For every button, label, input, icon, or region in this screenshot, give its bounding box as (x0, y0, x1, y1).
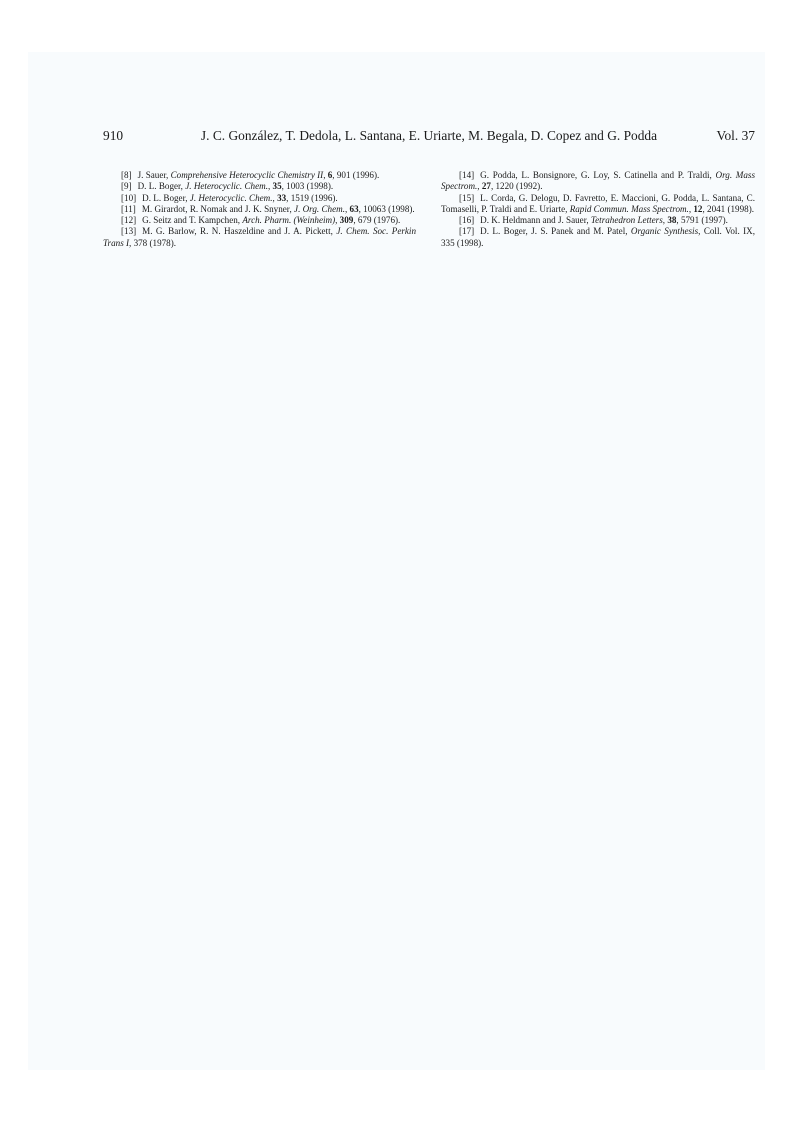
reference-text: , 1003 (1998). (281, 181, 334, 192)
reference-number: [16] (459, 215, 475, 226)
reference-text: , 1220 (1992). (490, 181, 543, 192)
reference-title: J. Heterocyclic. Chem. (189, 192, 273, 203)
reference-text: L. Corda, G. Delogu, D. Favretto, E. Maccioni, G. Podda, L. Santana, C. Tomaselli, P. Traldi and E. Uriarte, (441, 192, 755, 214)
reference-number: [11] (121, 203, 136, 214)
running-head-authors: J. C. González, T. Dedola, L. Santana, E. Uriarte, M. Begala, D. Copez and G. Podda (200, 128, 658, 143)
reference-number: [8] (121, 170, 132, 180)
reference-entry (441, 170, 755, 193)
reference-title: Rapid Commun. Mass Spectrom. (569, 203, 689, 214)
reference-number: [17] (459, 226, 475, 237)
reference-text: , (272, 192, 278, 203)
reference-title: J. Org. Chem. (294, 203, 345, 214)
reference-text: , 2041 (1998). (702, 203, 754, 214)
reference-entry (441, 193, 755, 216)
reference-entry (441, 215, 755, 226)
reference-number: [13] (121, 226, 137, 237)
reference-text: , 679 (1976). (353, 215, 401, 226)
references-column-right (441, 170, 755, 249)
reference-text: , 5791 (1997). (676, 215, 728, 226)
reference-text: , (335, 215, 340, 226)
reference-volume: 33 (277, 192, 287, 203)
reference-text: , (662, 215, 668, 226)
reference-number: [9] (121, 181, 132, 192)
reference-text: J. Sauer, (137, 170, 171, 180)
reference-text: , (344, 203, 350, 214)
reference-text: D. L. Boger, (142, 192, 190, 203)
reference-text: , (688, 203, 694, 214)
reference-title: Org. Mass Spectrom. (441, 170, 756, 192)
reference-text: , 378 (1978). (129, 237, 177, 248)
reference-number: [14] (459, 170, 475, 180)
page-number: 910 (103, 128, 124, 143)
reference-title: J. Chem. Soc. Perkin Trans I (103, 226, 417, 248)
reference-entry (441, 226, 755, 249)
reference-text: G. Podda, L. Bonsignore, G. Loy, S. Catinella and P. Traldi, (480, 170, 716, 180)
reference-title: Tetrahedron Letters (590, 215, 663, 226)
reference-volume: 27 (481, 181, 491, 192)
reference-volume: 63 (349, 203, 359, 214)
reference-text: , (323, 170, 328, 180)
reference-entry (103, 181, 416, 192)
reference-number: [12] (121, 215, 137, 226)
reference-text: G. Seitz and T. Kampchen, (142, 215, 243, 226)
references-column-left (103, 170, 416, 249)
reference-entry (103, 193, 416, 204)
reference-volume: 35 (272, 181, 282, 192)
reference-text: D. L. Boger, J. S. Panek and M. Patel, (480, 226, 631, 237)
reference-title: J. Heterocyclic. Chem. (185, 181, 268, 192)
reference-number: [10] (121, 192, 137, 203)
reference-title: Comprehensive Heterocyclic Chemistry II (170, 170, 324, 180)
reference-text: M. G. Barlow, R. N. Haszeldine and J. A. Pickett, (142, 226, 337, 237)
volume-label: Vol. 37 (716, 128, 755, 143)
reference-text: D. L. Boger, (137, 181, 186, 192)
reference-volume: 12 (693, 203, 703, 214)
reference-text: , (267, 181, 273, 192)
reference-title: Arch. Pharm. (Weinheim) (242, 215, 336, 226)
reference-text: D. K. Heldmann and J. Sauer, (480, 215, 591, 226)
reference-text: , (477, 181, 482, 192)
reference-entry (103, 215, 416, 226)
reference-text: , 10063 (1998). (358, 203, 415, 214)
reference-volume: 309 (339, 215, 354, 226)
reference-text: , 901 (1996). (332, 170, 380, 180)
reference-volume: 6 (327, 170, 333, 180)
reference-text: M. Girardot, R. Nomak and J. K. Snyner, (141, 203, 295, 214)
reference-entry (103, 226, 416, 249)
reference-volume: 38 (667, 215, 677, 226)
reference-entry (103, 204, 416, 215)
reference-number: [15] (459, 192, 475, 203)
reference-title: Organic Synthesis (630, 226, 699, 237)
reference-entry (103, 170, 416, 181)
reference-text: , Coll. Vol. IX, 335 (1998). (441, 226, 756, 248)
reference-text: , 1519 (1996). (286, 192, 338, 203)
